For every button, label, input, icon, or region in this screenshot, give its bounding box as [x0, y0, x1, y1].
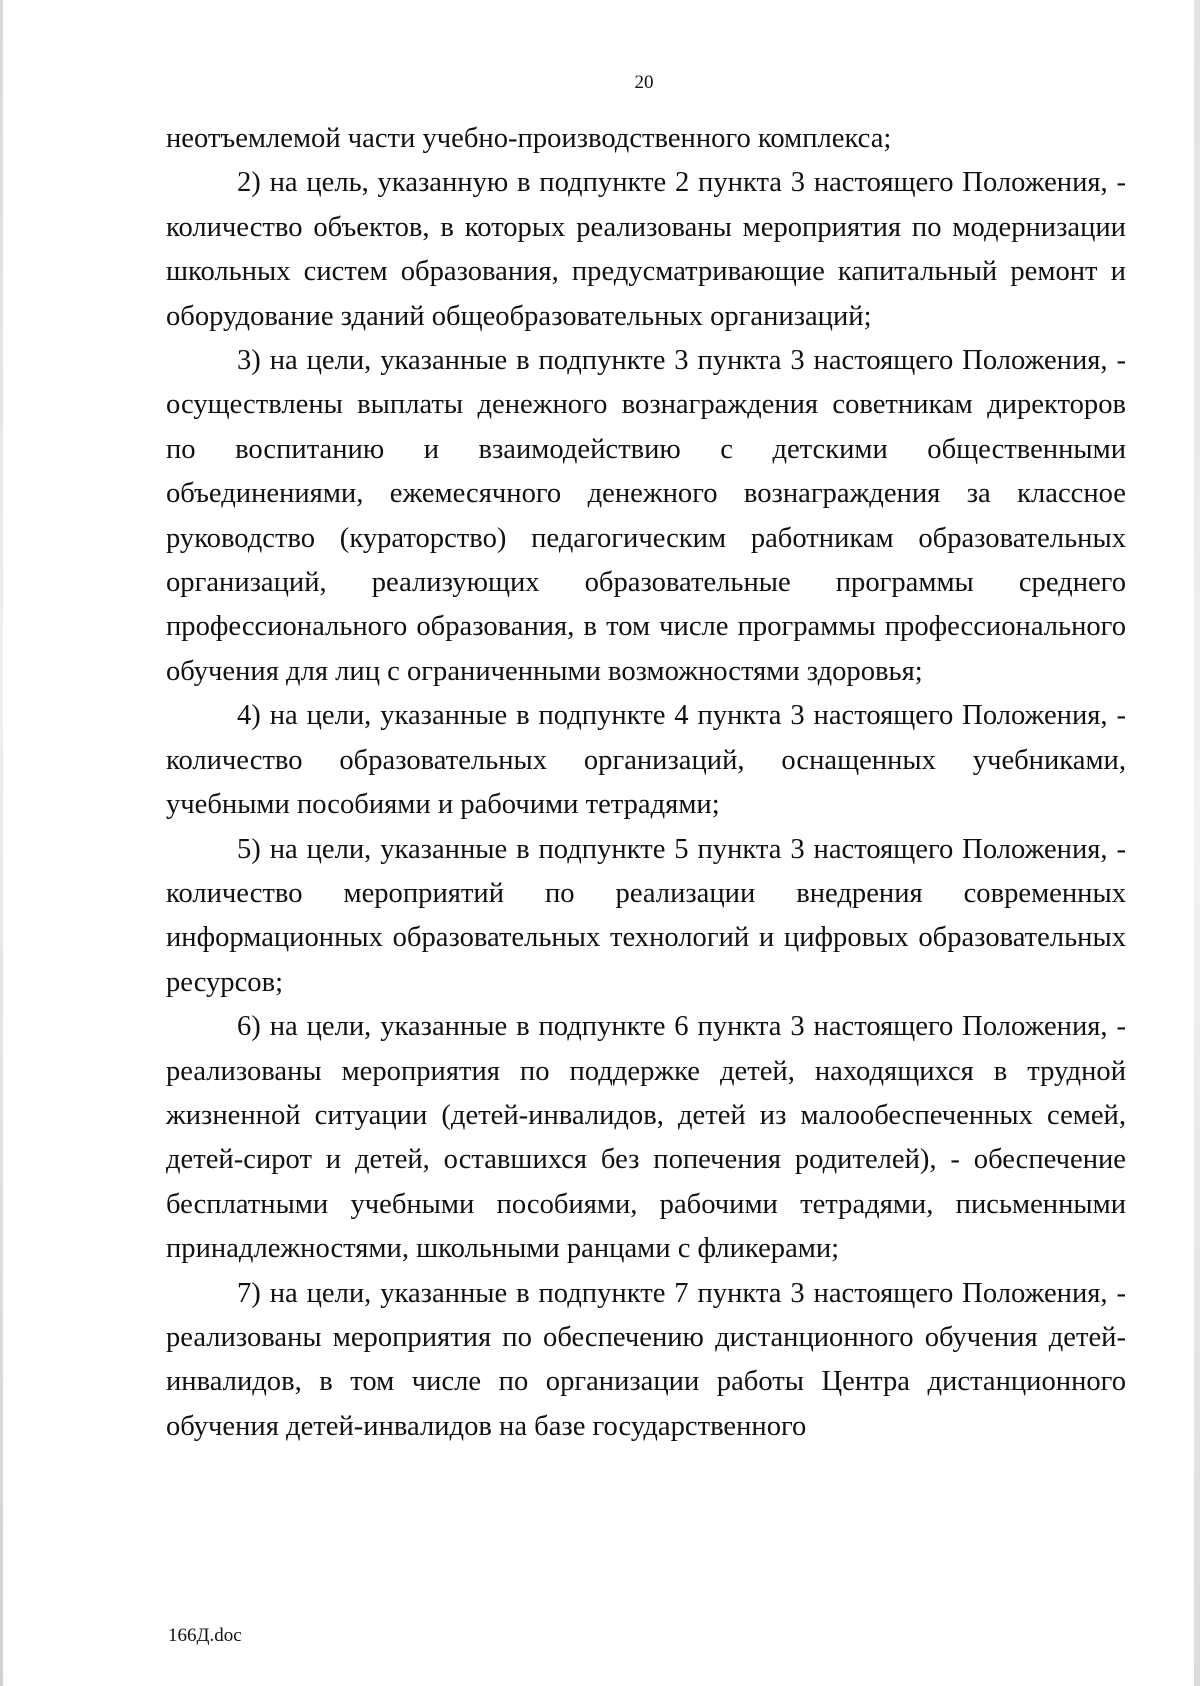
footer-filename: 166Д.doc	[168, 1625, 242, 1646]
paragraph-item-7: 7) на цели, указанные в подпункте 7 пункта 3 настоящего Положения, - реализованы мероприятия по обеспечению дистанционного обучения детей-инвалидов, в том числе по организации работы Центра дистанционного обучения детей-инвалидов на базе государственного	[166, 1277, 1126, 1442]
scan-edge-left	[0, 0, 3, 1686]
paragraph-item-2: 2) на цель, указанную в подпункте 2 пункта 3 настоящего Положения, - количество объектов, в которых реализованы мероприятия по модернизации школьных систем образования, предусматривающие капитальный ремонт и оборудование зданий общеобразовательных организаций;	[166, 167, 1126, 332]
paragraph-continuation: неотъемлемой части учебно-производственного комплекса;	[166, 123, 892, 154]
scan-edge-right	[1194, 0, 1200, 1686]
paragraph-item-3: 3) на цели, указанные в подпункте 3 пункта 3 настоящего Положения, - осуществлены выплаты денежного вознаграждения советникам директоров по воспитанию и взаимодействию с детскими общественными объединениями, ежемесячного денежного вознаграждения за классное руководство (кураторство) педагогическим работникам образовательных организаций, реализующих образовательные программы среднего профессионального образования, в том числе программы профессионального обучения для лиц с ограниченными возможностями здоровья;	[166, 345, 1126, 687]
paragraph-item-6: 6) на цели, указанные в подпункте 6 пункта 3 настоящего Положения, - реализованы мероприятия по поддержке детей, находящихся в трудной жизненной ситуации (детей-инвалидов, детей из малообеспеченных семей, детей-сирот и детей, оставшихся без попечения родителей), - обеспечение бесплатными учебными пособиями, рабочими тетрадями, письменными принадлежностями, школьными ранцами с фликерами;	[166, 1011, 1126, 1265]
page-number: 20	[634, 72, 654, 93]
document-body	[166, 117, 1126, 1449]
paragraph-item-5: 5) на цели, указанные в подпункте 5 пункта 3 настоящего Положения, - количество мероприятий по реализации внедрения современных информационных образовательных технологий и цифровых образовательных ресурсов;	[166, 833, 1126, 998]
paragraph-item-4: 4) на цели, указанные в подпункте 4 пункта 3 настоящего Положения, - количество образовательных организаций, оснащенных учебниками, учебными пособиями и рабочими тетрадями;	[166, 700, 1126, 821]
